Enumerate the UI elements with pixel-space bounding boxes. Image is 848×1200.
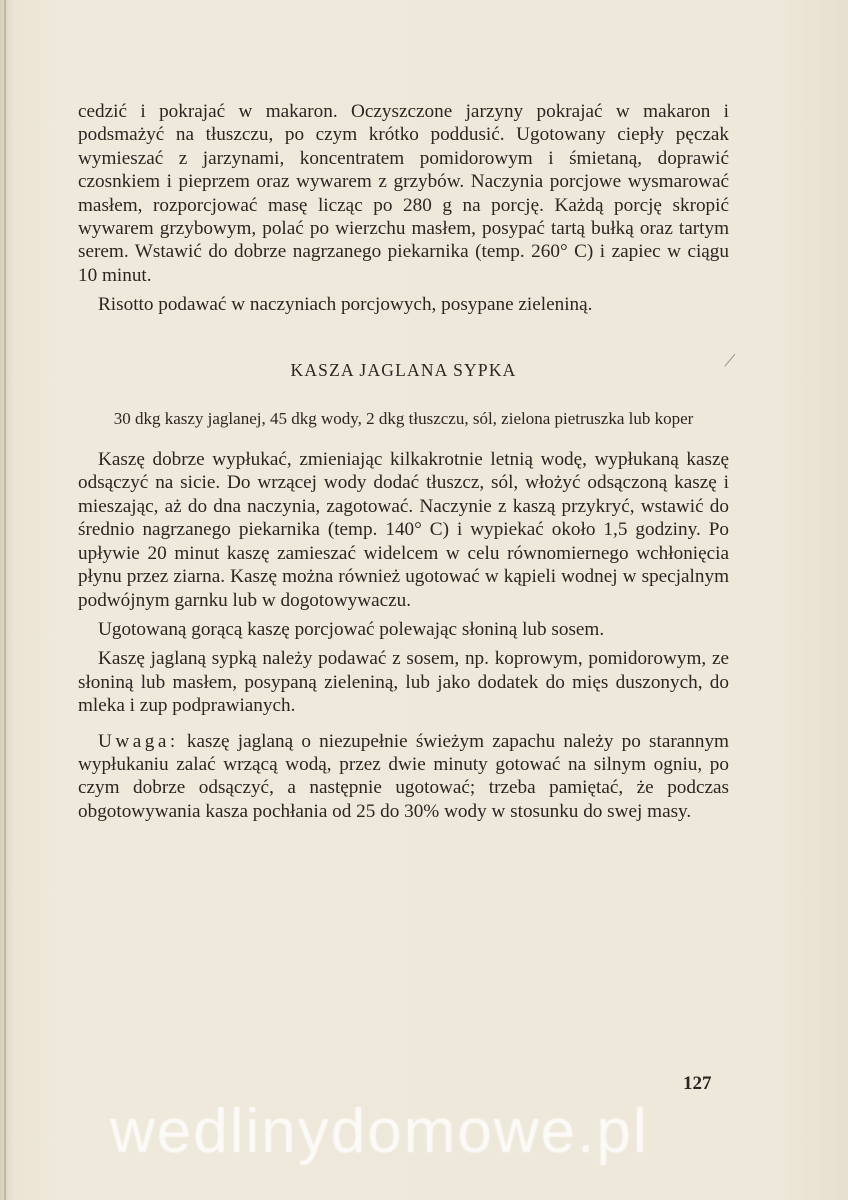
- paragraph-risotto-serving: Risotto podawać w naczyniach porcjowych, posypane zieleniną.: [98, 294, 593, 316]
- paragraph-preparation: Kaszę dobrze wypłukać, zmieniając kilkakrotnie letnią wodę, wypłukaną kaszę odsączyć na sicie. Do wrzącej wody dodać tłuszcz, sól, włożyć odsączoną kaszę i mieszając, aż do dna naczynia, zagotować. Naczynie z kaszą przykryć, wstawić do średnio nagrzanego piekarnika (temp. 140° C) i wypiekać około 1,5 godziny. Po upływie 20 minut kaszę zamieszać widelcem w celu równomiernego wchłonięcia płynu przez ziarna. Kaszę można również ugotować w kąpieli wodnej w specjalnym podwójnym garnku lub w dogotowywaczu.: [78, 449, 729, 611]
- page-text-block: [78, 100, 729, 823]
- paragraph-serving: Kaszę jaglaną sypką należy podawać z sosem, np. koprowym, pomidorowym, ze słoniną lub masłem, posypaną zieleniną, lub jako dodatek do mięs duszonych, do mleka i zup podprawianych.: [78, 648, 729, 717]
- watermark: wedlinydomowe.pl: [110, 1097, 649, 1166]
- paragraph-portioning: Ugotowaną gorącą kaszę porcjować polewając słoniną lub sosem.: [98, 618, 605, 640]
- note-label: Uwaga:: [98, 730, 179, 752]
- recipe-heading: KASZA JAGLANA SYPKA: [290, 359, 517, 380]
- note-text: kaszę jaglaną o niezupełnie świeżym zapachu należy po starannym wypłukaniu zalać wrzącą wodą, przez dwie minuty gotować na silnym ogniu, po czym dobrze odsączyć, a następnie ugotować; trzeba pamiętać, że podczas obgotowywania kasza pochłania od 25 do 30% wody w stosunku do swej masy.: [78, 730, 729, 822]
- page-number: 127: [683, 1073, 712, 1094]
- paragraph-note: [78, 730, 729, 824]
- ingredients-list: 30 dkg kaszy jaglanej, 45 dkg wody, 2 dkg tłuszczu, sól, zielona pietruszka lub koper: [113, 409, 694, 429]
- paragraph-continued: cedzić i pokrajać w makaron. Oczyszczone jarzyny pokrajać w makaron i podsmażyć na tłuszczu, po czym krótko poddusić. Ugotowany ciepły pęczak wymieszać z jarzynami, koncentratem pomidorowym i śmietaną, doprawić czosnkiem i pieprzem oraz wywarem z grzybów. Naczynia porcjowe wysmarować masłem, rozporcjować masę licząc po 280 g na porcję. Każdą porcję skropić wywarem grzybowym, polać po wierzchu masłem, posypać tartą bułką oraz tartym serem. Wstawić do dobrze nagrzanego piekarnika (temp. 260° C) i zapiec w ciągu 10 minut.: [78, 101, 729, 286]
- page-spine-edge: [4, 0, 6, 1200]
